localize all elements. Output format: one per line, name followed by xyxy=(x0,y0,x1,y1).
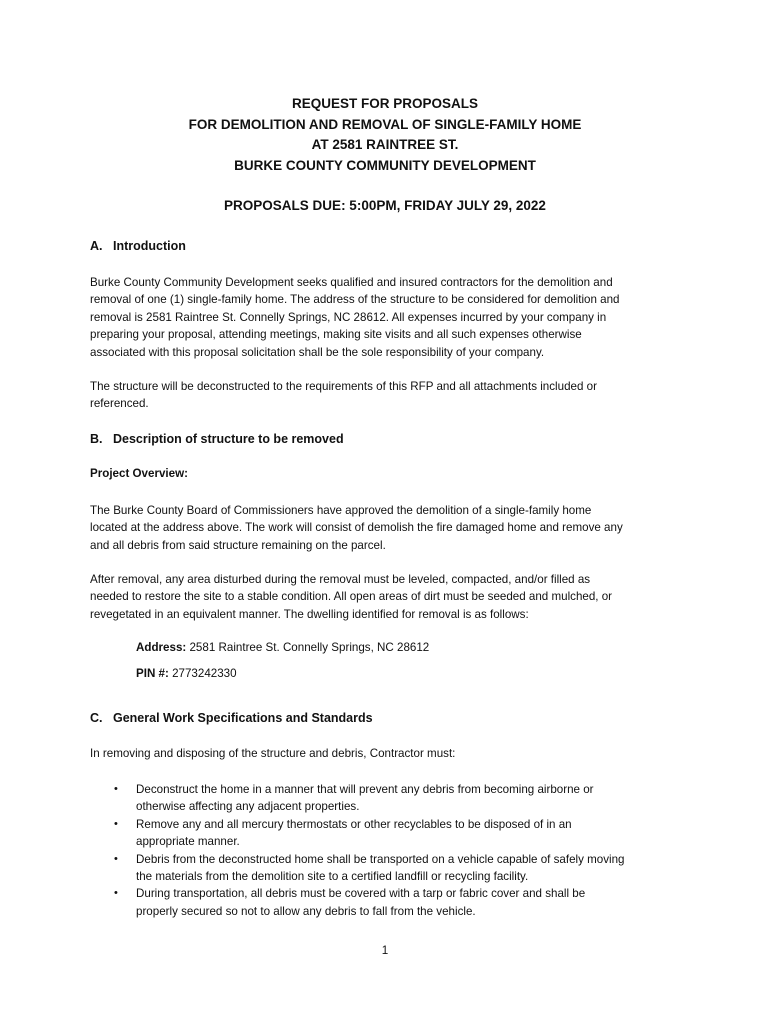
bullet-icon: • xyxy=(114,887,118,900)
address-value: 2581 Raintree St. Connelly Springs, NC 28612 xyxy=(186,641,430,654)
section-b-paragraph-2 xyxy=(90,571,690,623)
bullet-icon: • xyxy=(114,817,118,830)
text-line: Burke County Community Development seeks qualified and insured contractors for the demolition and xyxy=(90,276,613,289)
list-item xyxy=(90,885,710,920)
title-line-4: BURKE COUNTY COMMUNITY DEVELOPMENT xyxy=(234,157,536,173)
section-a-heading xyxy=(90,239,186,253)
text-line: Remove any and all mercury thermostats or other recyclables to be disposed of in an xyxy=(136,817,572,831)
text-line: During transportation, all debris must be covered with a tarp or fabric cover and shall be xyxy=(136,887,586,901)
section-b-title: Description of structure to be removed xyxy=(113,432,344,446)
work-specifications-list xyxy=(90,781,710,920)
section-c-letter: C. xyxy=(90,711,103,725)
project-overview-subheading: Project Overview: xyxy=(90,467,188,480)
list-item xyxy=(90,851,710,886)
title-line-2: FOR DEMOLITION AND REMOVAL OF SINGLE-FAMILY HOME xyxy=(188,116,582,132)
text-line: removal of one (1) single-family home. The address of the structure to be considered for demolition and xyxy=(90,293,620,307)
document-title xyxy=(0,94,770,176)
page-number: 1 xyxy=(381,944,389,957)
list-item xyxy=(90,816,710,851)
text-line: Deconstruct the home in a manner that will prevent any debris from becoming airborne or xyxy=(136,783,594,796)
text-line: revegetated in an equivalent manner. The dwelling identified for removal is as follows: xyxy=(90,607,529,621)
section-c-heading xyxy=(90,711,373,725)
pin-value: 2773242330 xyxy=(168,667,237,680)
address-label: Address: xyxy=(136,641,187,654)
text-line: properly secured so not to allow any debris to fall from the vehicle. xyxy=(136,904,476,918)
section-b-letter: B. xyxy=(90,432,103,446)
text-line: referenced. xyxy=(90,397,149,411)
text-line: needed to restore the site to a stable condition. All open areas of dirt must be seeded and mulched, or xyxy=(90,590,613,604)
section-a-paragraph-2 xyxy=(90,378,690,413)
text-line: After removal, any area disturbed during the removal must be leveled, compacted, and/or filled as xyxy=(90,573,591,586)
section-a-paragraph-1 xyxy=(90,274,690,361)
text-line: appropriate manner. xyxy=(136,835,240,849)
pin-label: PIN #: xyxy=(136,667,169,680)
text-line: The structure will be deconstructed to the requirements of this RFP and all attachments included or xyxy=(90,380,597,393)
text-line: The Burke County Board of Commissioners have approved the demolition of a single-family home xyxy=(90,504,592,517)
text-line: Debris from the deconstructed home shall be transported on a vehicle capable of safely moving xyxy=(136,852,625,866)
title-line-3: AT 2581 RAINTREE ST. xyxy=(311,137,459,152)
address-line xyxy=(136,641,429,654)
text-line: and all debris from said structure remaining on the parcel. xyxy=(90,538,386,552)
title-line-1: REQUEST FOR PROPOSALS xyxy=(291,96,479,111)
section-b-heading xyxy=(90,432,344,446)
text-line: associated with this proposal solicitation shall be the sole responsibility of your company. xyxy=(90,345,545,359)
text-line: In removing and disposing of the structure and debris, Contractor must: xyxy=(90,747,456,760)
proposals-due: PROPOSALS DUE: 5:00PM, FRIDAY JULY 29, 2022 xyxy=(224,198,546,213)
list-item xyxy=(90,781,710,816)
text-line: located at the address above. The work will consist of demolish the fire damaged home and remove any xyxy=(90,521,623,535)
section-a-letter: A. xyxy=(90,239,103,253)
bullet-icon: • xyxy=(114,783,118,795)
section-a-title: Introduction xyxy=(113,239,186,253)
text-line: removal is 2581 Raintree St. Connelly Springs, NC 28612. All expenses incurred by your company in xyxy=(90,310,607,324)
section-c-title: General Work Specifications and Standards xyxy=(113,711,373,725)
section-b-paragraph-1 xyxy=(90,502,690,554)
text-line: the materials from the demolition site to a certified landfill or recycling facility. xyxy=(136,870,529,884)
text-line: preparing your proposal, attending meetings, making site visits and all such expenses otherwise xyxy=(90,328,582,342)
pin-line xyxy=(136,667,237,680)
text-line: otherwise affecting any adjacent properties. xyxy=(136,800,360,814)
bullet-icon: • xyxy=(114,852,118,865)
section-c-intro xyxy=(90,745,690,762)
